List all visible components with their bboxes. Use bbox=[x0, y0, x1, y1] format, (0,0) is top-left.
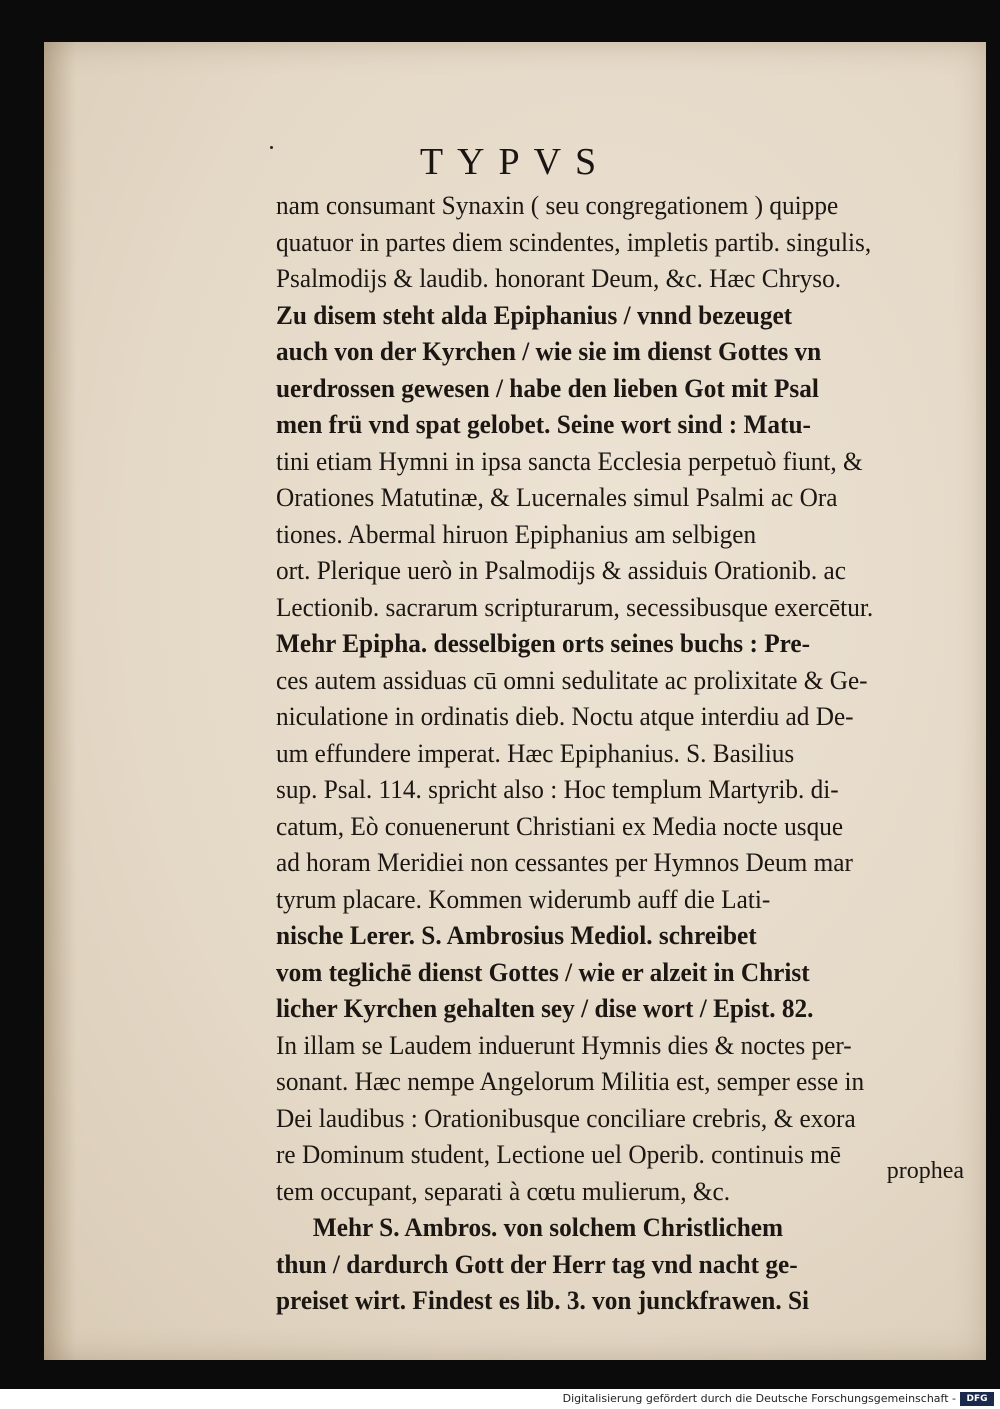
text-line: uerdrossen gewesen / habe den lieben Got mit Psal bbox=[276, 373, 819, 403]
text-line: men frü vnd spat gelobet. Seine wort sind : Matu- bbox=[276, 410, 811, 439]
text-block bbox=[276, 188, 986, 1320]
text-line: niculatione in ordinatis dieb. Noctu atque interdiu ad De- bbox=[276, 702, 854, 731]
text-line: ces autem assiduas cū omni sedulitate ac prolixitate & Ge- bbox=[276, 665, 868, 695]
text-line: licher Kyrchen gehalten sey / dise wort / Epist. 82. bbox=[276, 994, 814, 1023]
text-line: In illam se Laudem induerunt Hymnis dies & noctes per- bbox=[276, 1030, 852, 1060]
page-gutter-shadow bbox=[44, 42, 76, 1360]
text-line: ad horam Meridiei non cessantes per Hymnos Deum mar bbox=[276, 848, 853, 877]
footer-bar bbox=[0, 1389, 1000, 1409]
text-line: nische Lerer. S. Ambrosius Mediol. schreibet bbox=[276, 921, 757, 950]
text-line: vom teglichē dienst Gottes / wie er alzeit in Christ bbox=[276, 957, 810, 987]
text-line: ort. Plerique uerò in Psalmodijs & assiduis Orationib. ac bbox=[276, 556, 846, 585]
page-heading: TYPVS bbox=[419, 141, 611, 183]
funding-notice: Digitalisierung gefördert durch die Deutsche Forschungsgemeinschaft - bbox=[562, 1392, 956, 1405]
dfg-logo: DFG bbox=[960, 1392, 994, 1406]
text-line: Mehr Epipha. desselbigen orts seines buchs : Pre- bbox=[276, 629, 811, 658]
text-line: nam consumant Synaxin ( seu congregationem ) quippe bbox=[276, 191, 839, 220]
text-line: auch von der Kyrchen / wie sie im dienst Gottes vn bbox=[276, 337, 822, 366]
text-line: Orationes Matutinæ, & Lucernales simul Psalmi ac Ora bbox=[276, 483, 838, 512]
text-line: thun / dardurch Gott der Herr tag vnd nacht ge- bbox=[276, 1249, 798, 1279]
book-page bbox=[44, 42, 986, 1360]
text-line: Mehr S. Ambros. von solchem Christlichem bbox=[312, 1213, 784, 1242]
text-line: tini etiam Hymni in ipsa sancta Ecclesia perpetuò fiunt, & bbox=[276, 446, 863, 476]
text-line: sonant. Hæc nempe Angelorum Militia est, semper esse in bbox=[276, 1067, 865, 1096]
text-line: tem occupant, separati à cœtu mulierum, &c. bbox=[276, 1176, 731, 1206]
text-line: tyrum placare. Kommen widerumb auff die Lati- bbox=[276, 884, 771, 914]
text-line: Lectionib. sacrarum scripturarum, secessibusque exercētur. bbox=[276, 592, 874, 622]
text-line: catum, Eò conuenerunt Christiani ex Media nocte usque bbox=[276, 811, 844, 841]
text-line: quatuor in partes diem scindentes, impletis partib. singulis, bbox=[276, 227, 872, 257]
catchword: prophea bbox=[886, 1158, 964, 1184]
text-line: preiset wirt. Findest es lib. 3. von junckfrawen. Si bbox=[276, 1286, 810, 1315]
text-line: Zu disem steht alda Epiphanius / vnnd bezeuget bbox=[276, 300, 793, 330]
text-line: Dei laudibus : Orationibusque conciliare crebris, & exora bbox=[276, 1103, 856, 1133]
text-line: re Dominum student, Lectione uel Operib. continuis mē bbox=[276, 1140, 841, 1169]
text-line: um effundere imperat. Hæc Epiphanius. S. Basilius bbox=[276, 738, 795, 768]
text-line: tiones. Abermal hiruon Epiphanius am selbigen bbox=[276, 519, 757, 549]
text-line: Psalmodijs & laudib. honorant Deum, &c. Hæc Chryso. bbox=[276, 264, 842, 293]
text-line: sup. Psal. 114. spricht also : Hoc templum Martyrib. di- bbox=[276, 775, 839, 804]
